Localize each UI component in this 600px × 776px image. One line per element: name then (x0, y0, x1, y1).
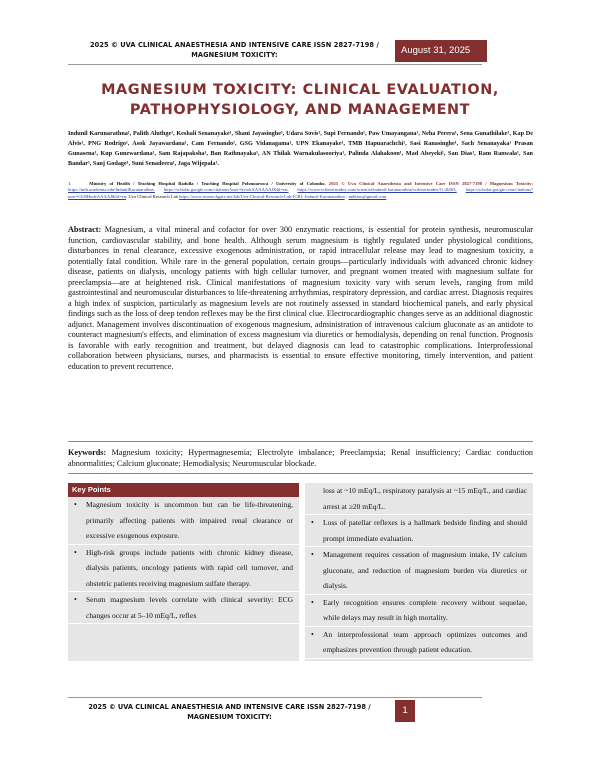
keywords-text: Magnesium toxicity; Hypermagnesemia; Electrolyte imbalance; Preeclampsia; Renal insufficiency; Cardiac conduction abnormalities; Calcium gluconate; Hemodialysis; Neuromuscular blockade. (68, 448, 534, 468)
journal-footer (73, 702, 386, 722)
key-point-item (68, 497, 299, 545)
researchgate-lab-link[interactable]: https://www.researchgate.net/lab/Uva-Clinical-Research-Lab-ICRL-Indunil-Karunarathna (179, 193, 345, 199)
author-list: Indunil Karunarathna¹, Palith Aluthge¹, Keshali Senanayake¹, Shani Jayasinghe¹, Udara Sovis¹, Supi Fernando¹, Paw Umayangana¹, Neha Perera¹, Sena Gunathilake¹, Kap De Alvis¹, PNG Rodrigo¹, Asok Jayawardana¹, Cam Fernando¹, GSG Vidanagama¹, UPN Ekanayake¹, TMB Hapuarachchi¹, Sasi Ranasinghe¹, Sach Senanayaka¹ Prasan Gunasena¹, Kup Gunewardana¹, Sam Rajapaksha¹, Ban Rathnayaka¹, AN Thilak Warnakulasooriya¹, Palinda Alahakoon¹, Mad Abeyeki¹, San Dias¹, Ram Ranwala¹, San Bandar¹, Sanj Godage¹, Suni Senadeera¹, Jaga Wijepala¹. (68, 130, 533, 167)
abstract-text: Magnesium, a vital mineral and cofactor for over 300 enzymatic reactions, is essential for protein synthesis, neuromuscular function, cardiovascular stability, and bone health. Although serum magnesium is tightly regulated under physiological conditions, disturbances in renal clearance, excessive exogenous administration, or rapid intracellular release may lead to magnesium toxicity, a potentially fatal condition. While rare in the general population, certain groups—particularly individuals with advanced chronic kidney disease, patients on dialysis, oncology patients with high cellular turnover, and pregnant women treated with magnesium sulfate for preeclampsia—are at heightened risk. Clinical manifestations of magnesium toxicity vary with serum levels, ranging from mild gastrointestinal and neuromuscular disturbances to life-threatening arrhythmias, respiratory depression, and cardiac arrest. Diagnosis requires a high index of suspicion, particularly as magnesium levels are not routinely assessed in standard biochemical panels, and early physical findings such as the loss of deep tendon reflexes may be the first clinical clue. Electrocardiographic changes serve as an additional diagnostic adjunct. Management involves discontinuation of exogenous magnesium, administration of intravenous calcium gluconate as an antidote to counteract magnesium's effects, and elimination of excess magnesium via diuretics or hemodialysis, depending on renal function. Prognosis is favorable with early recognition and treatment, but delayed diagnosis can lead to catastrophic complications. Interprofessional collaboration between physicians, nurses, and pharmacists is essential to ensure effective monitoring, timely intervention, and patient education to prevent recurrence. (68, 225, 533, 371)
footer-divider (68, 697, 482, 698)
keywords-bottom-divider (68, 473, 533, 474)
google-scholar-link[interactable]: https://scholar.google.com/citations?user=kvwkXAAAAAJ&hl=en, (163, 187, 289, 193)
key-points-right-list (305, 515, 533, 659)
google-scholar-link-2[interactable]: https://scholar.google.com/citations?user=CbNHndeAAAAJ&hl=en (68, 187, 534, 199)
key-point-text: An interprofessional team approach optimizes outcomes and emphasizes prevention through patient education. (323, 629, 527, 654)
key-points-right-column (305, 483, 533, 661)
key-point-text: Management requires cessation of magnesium intake, IV calcium gluconate, and reduction of magnesium burden via diuretics or dialysis. (323, 550, 527, 590)
email-link[interactable]: indkaru@gmail.com (348, 193, 387, 199)
affiliation-institution: Ministry of Health / Teaching Hospital Badulla / Teaching Hospital Polonnaruwa / University of Colombo. (89, 181, 326, 186)
bullet-icon: • (311, 597, 314, 607)
bullet-icon: • (311, 518, 314, 527)
key-points-left-list (68, 497, 299, 624)
key-point-text: Magnesium toxicity is uncommon but can be life-threatening, primarily affecting patients with impaired renal clearance or excessive exogenous exposure. (86, 500, 293, 540)
abstract-label: Abstract: (68, 225, 102, 234)
journal-header-line1: 2025 © UVA CLINICAL ANAESTHESIA AND INTENSIVE CARE ISSN 2827-7198 / (89, 41, 380, 49)
bullet-icon: • (74, 595, 77, 604)
article-title (68, 80, 532, 120)
academia-link[interactable]: https://tmb.academia.edu/IndunilKarunarathna, (68, 187, 155, 193)
bullet-icon: • (74, 547, 77, 557)
key-point-continuation: loss at ~10 mEq/L, respiratory paralysis at ~15 mEq/L, and cardiac arrest at ≥20 mEq/L. (305, 483, 533, 515)
key-point-text: Early recognition ensures complete recovery without sequelae, while delays may result in high mortality. (323, 597, 527, 622)
keywords-label: Keywords: (68, 448, 107, 457)
header-divider (68, 64, 482, 65)
key-points-heading: Key Points (68, 483, 299, 497)
key-point-text: Serum magnesium levels correlate with clinical severity: ECG changes occur at 5–10 mEq/L, reflex (86, 595, 293, 620)
journal-header (78, 40, 391, 60)
key-point-text: Loss of patellar reflexes is a hallmark bedside finding and should prompt immediate evaluation. (323, 518, 527, 543)
keywords (68, 448, 533, 469)
key-point-item (305, 515, 533, 547)
journal-header-line2: MAGNESIUM TOXICITY: (191, 51, 278, 59)
key-point-text: High-risk groups include patients with chronic kidney disease, dialysis patients, oncology patients with rapid cell turnover, and obstetric patients receiving magnesium sulfate therapy. (86, 547, 293, 588)
abstract (68, 225, 533, 372)
key-point-item (305, 627, 533, 659)
key-point-item (68, 592, 299, 624)
journal-footer-line2: MAGNESIUM TOXICITY: (187, 713, 272, 721)
bullet-icon: • (311, 550, 314, 559)
journal-footer-line1: 2025 © UVA CLINICAL ANAESTHESIA AND INTENSIVE CARE ISSN 2827-7198 / (88, 703, 371, 711)
affiliation-number: 1. (68, 181, 72, 186)
affiliation-copyright: 2025 © Uva Clinical Anaesthesia and Intensive Care ISSN 2827-7198 / Magnesium Toxicity: (328, 181, 534, 186)
title-line-2: PATHOPHYSIOLOGY, AND MANAGEMENT (129, 102, 471, 118)
title-line-1: MAGNESIUM TOXICITY: CLINICAL EVALUATION, (101, 82, 499, 98)
key-point-item (305, 595, 533, 627)
keywords-top-divider (68, 441, 533, 442)
link-separator: - (345, 193, 348, 199)
lab-text: , Uva Clinical Research Lab (126, 193, 178, 199)
bullet-icon: • (74, 500, 77, 509)
key-point-item (305, 547, 533, 595)
key-points-left-column (68, 483, 299, 661)
page-number: 1 (395, 700, 415, 722)
key-point-item (68, 545, 299, 593)
bullet-icon: • (311, 629, 314, 639)
scilentcintdex-link[interactable]: https://www.scilentcintdex.com/scientist/indunil-karunarathna/scilentcintdex/l1-2b8f3, (297, 187, 457, 193)
affiliation-block (68, 181, 533, 200)
publication-date: August 31, 2025 (395, 40, 487, 62)
